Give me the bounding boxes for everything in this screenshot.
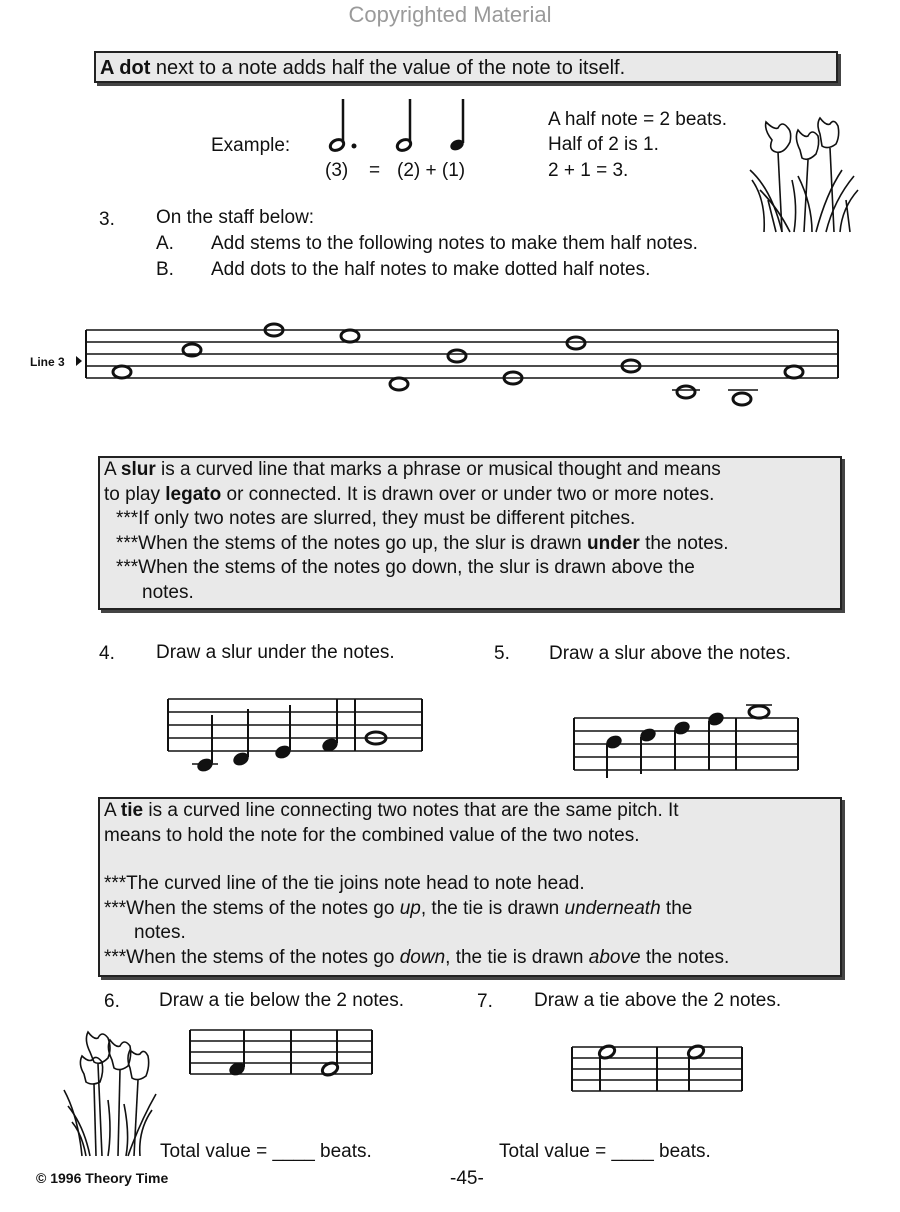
tie-term: tie [120,800,144,821]
tie-l4-c: the [660,897,693,919]
tulip-illustration-bottom [60,1030,160,1160]
staff-q3 [86,322,846,422]
staff-q4 [164,695,434,785]
footer-copyright: © 1996 Theory Time [36,1170,169,1186]
q3-step-b-text: Add dots to the half notes to make dotted half notes. [211,259,651,280]
slur-l6: notes. [142,581,194,603]
tie-l4-a: ***When the stems of the notes go [104,897,400,919]
slur-l4-b: the notes. [639,532,729,554]
example-eq-3: (3) [325,160,349,181]
slur-term: slur [120,459,156,480]
slur-definition-box [98,456,842,610]
q3-intro: On the staff below: [156,207,315,228]
q4-text: Draw a slur under the notes. [156,642,395,663]
staff-line-marker-icon [76,356,84,366]
tie-l4-up: up [399,897,421,919]
legato-term: legato [165,483,222,505]
example-eq-equals: = [369,160,381,181]
dot-rule-bold: A dot [100,57,151,79]
tie-l4-underneath: underneath [564,897,661,919]
whole-note [733,393,751,405]
tie-l6-above: above [588,946,641,968]
slur-l3: ***If only two notes are slurred, they must be different pitches. [116,508,636,529]
slur-l1-b: is a curved line that marks a phrase or musical thought and means [155,459,721,480]
tie-l4-b: , the tie is drawn [420,897,565,919]
q6-text: Draw a tie below the 2 notes. [159,990,405,1011]
tie-l3: ***The curved line of the tie joins note head to note head. [104,873,585,894]
example-explanation-3: 2 + 1 = 3. [548,160,629,181]
tie-l2: means to hold the note for the combined value of the two notes. [104,824,640,846]
q5-number: 5. [494,643,510,664]
q3-step-a-text: Add stems to the following notes to make them half notes. [211,233,698,254]
tie-l6-c: the notes. [640,946,730,968]
copyright-watermark: Copyrighted Material [348,2,552,27]
whole-note [448,350,466,362]
staff-q6 [188,1026,388,1086]
page-number: -45- [450,1168,484,1189]
example-label: Example: [211,135,291,156]
q4-number: 4. [99,643,115,664]
q7-number: 7. [477,991,493,1012]
q5-text: Draw a slur above the notes. [549,643,791,664]
tie-l6-a: ***When the stems of the notes go [104,946,400,968]
q3-step-b-letter: B. [156,259,174,280]
example-explanation-2: Half of 2 is 1. [548,134,659,155]
example-explanation-1: A half note = 2 beats. [548,109,728,130]
dotted-half-note-dot [352,144,357,149]
slur-l4-a: ***When the stems of the notes go up, the slur is drawn [116,532,588,554]
slur-l5: ***When the stems of the notes go down, the slur is drawn above the [116,557,695,578]
example-eq-sum: (2) + (1) [397,160,466,181]
slur-l2-a: to play [104,483,166,505]
whole-note [749,706,769,718]
slur-l1-a: A [104,459,121,480]
under-term: under [587,532,640,554]
tie-l5: notes. [134,922,186,943]
tie-l1-a: A [104,800,121,821]
tie-l6-down: down [399,946,446,968]
q3-number: 3. [99,209,115,230]
q7-text: Draw a tie above the 2 notes. [534,990,782,1011]
dot-rule-box [94,51,838,83]
tie-l1-b: is a curved line connecting two notes that are the same pitch. It [143,800,679,821]
staff-q7 [570,1041,750,1101]
q6-number: 6. [104,991,120,1012]
total-value-right: Total value = ____ beats. [499,1141,711,1162]
whole-note [677,386,695,398]
whole-note [567,337,585,349]
tie-definition-box [98,797,842,977]
slur-l2-b: or connected. It is drawn over or under two or more notes. [221,483,715,505]
tulip-illustration-top [742,120,862,235]
whole-note [341,330,359,342]
whole-note [390,378,408,390]
staff-line-label: Line 3 [30,355,65,369]
total-value-left: Total value = ____ beats. [160,1141,372,1162]
dot-rule-text: next to a note adds half the value of the note to itself. [150,57,626,79]
example-notes [320,96,480,156]
staff-q5 [572,700,812,780]
whole-note [113,366,131,378]
q3-step-a-letter: A. [156,233,174,254]
whole-note [785,366,803,378]
tie-l6-b: , the tie is drawn [445,946,589,968]
